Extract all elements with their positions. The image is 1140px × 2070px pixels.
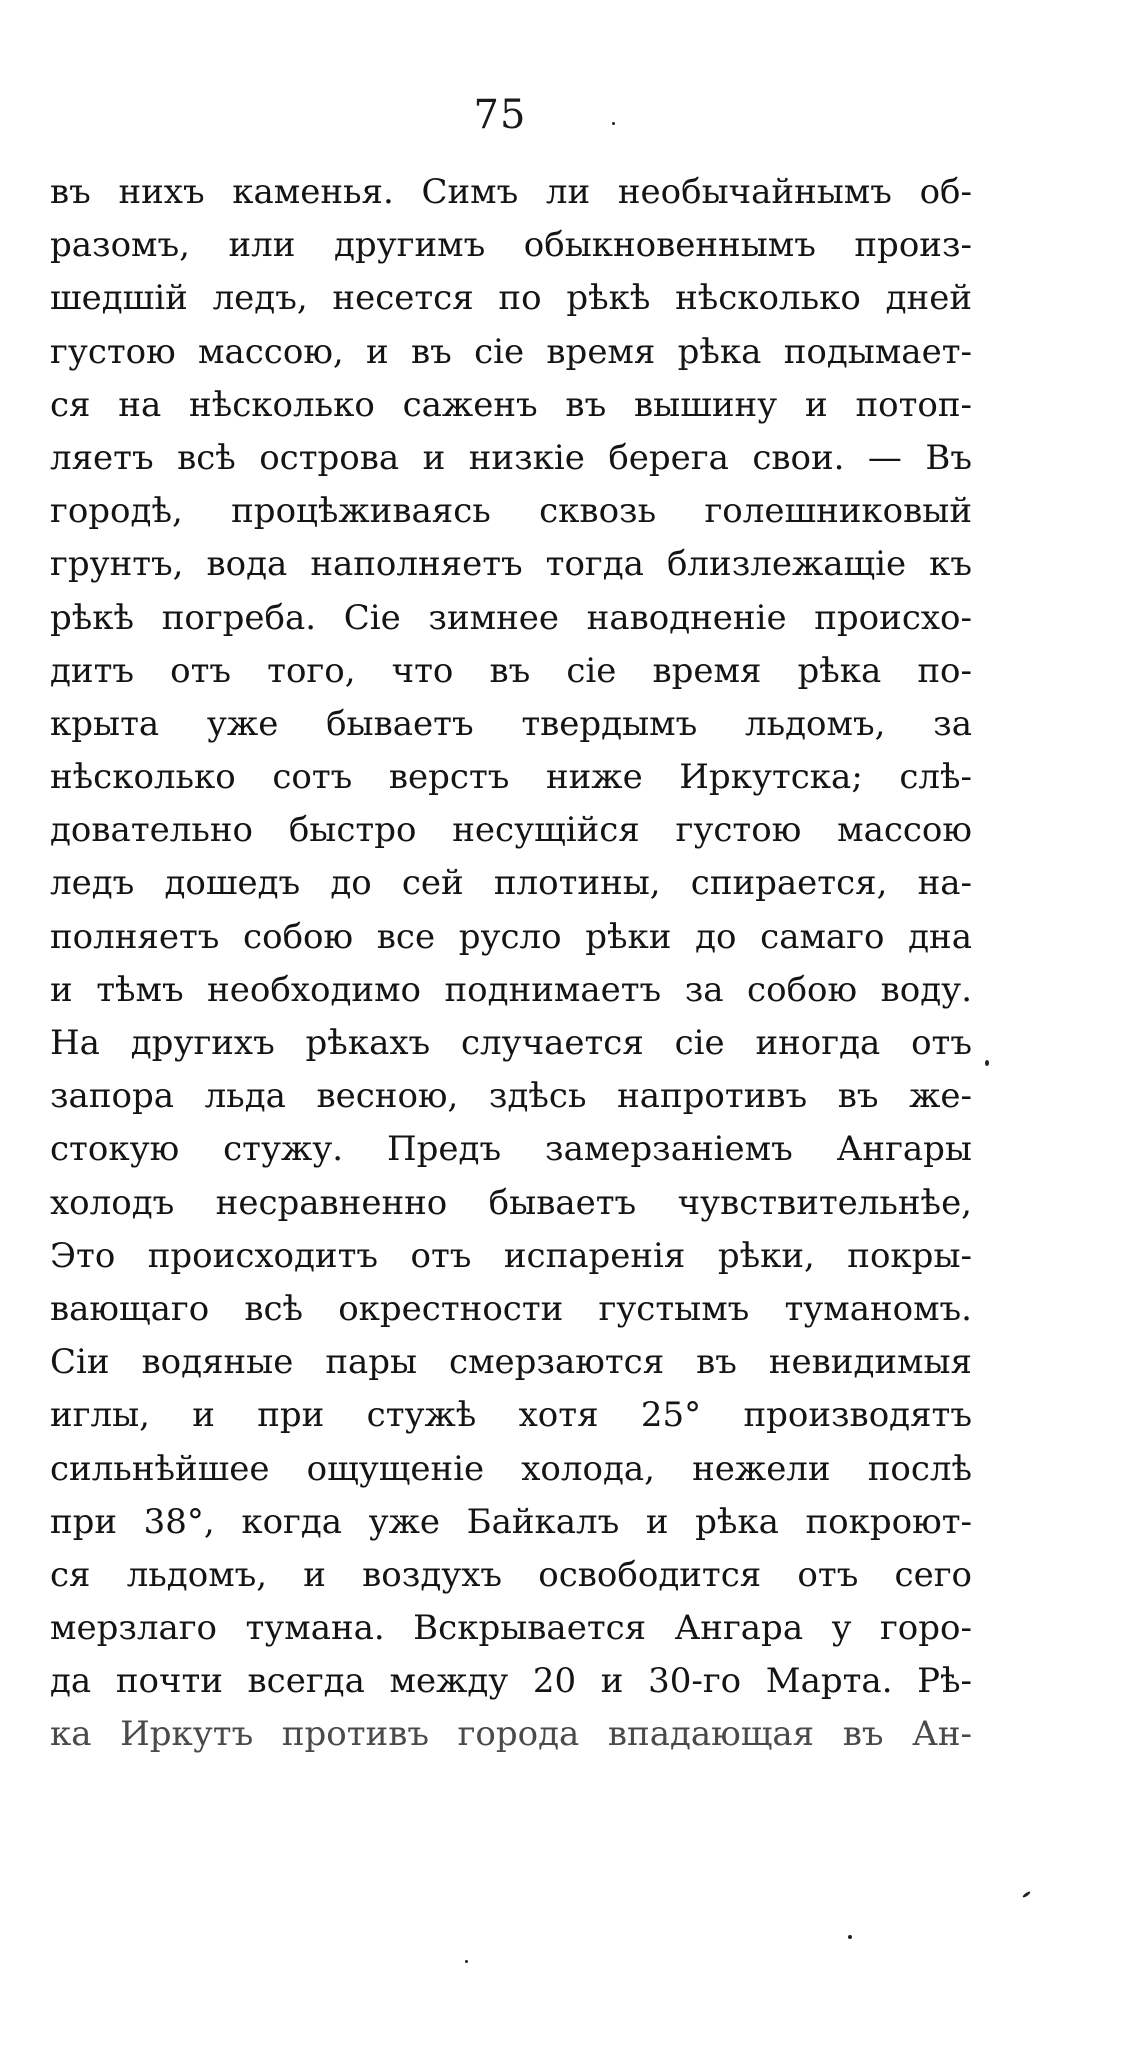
text-line: дитъ отъ того, что въ сіе время рѣка по-: [50, 650, 972, 691]
text-line: ся на нѣсколько саженъ въ вышину и потоп-: [50, 384, 972, 425]
text-line: ка Иркутъ противъ города впадающая въ Ан-: [50, 1714, 972, 1755]
scan-speck: [985, 1060, 989, 1066]
text-line: иглы, и при стужѣ хотя 25° производятъ: [50, 1395, 972, 1436]
text-line: густою массою, и въ сіе время рѣка подымает-: [50, 331, 972, 372]
text-line: въ нихъ каменья. Симъ ли необычайнымъ об-: [50, 172, 972, 212]
text-line: городѣ, процѣживаясь сквозь голешниковый: [50, 491, 972, 532]
text-line: сильнѣйшее ощущеніе холода, нежели послѣ: [50, 1448, 972, 1489]
text-line: разомъ, или другимъ обыкновеннымъ произ-: [50, 225, 972, 266]
text-line: при 38°, когда уже Байкалъ и рѣка покроют-: [50, 1501, 972, 1542]
scan-speck: [848, 1935, 852, 1939]
text-line: вающаго всѣ окрестности густымъ туманомъ.: [50, 1288, 972, 1329]
scan-speck: [465, 1960, 468, 1963]
text-line: На другихъ рѣкахъ случается сіе иногда отъ: [50, 1023, 972, 1063]
text-line: Это происходитъ отъ испаренія рѣки, покры-: [50, 1235, 972, 1276]
text-line: ся льдомъ, и воздухъ освободится отъ сего: [50, 1554, 972, 1595]
text-line: и тѣмъ необходимо поднимаетъ за собою воду.: [50, 969, 972, 1010]
text-line: холодъ несравненно бываетъ чувствительнѣе,: [50, 1182, 972, 1223]
text-line: довательно быстро несущійся густою массою: [50, 810, 972, 851]
text-line: рѣкѣ погреба. Сіе зимнее наводненіе происхо-: [50, 597, 972, 638]
text-line: полняетъ собою все русло рѣки до самаго дна: [50, 916, 972, 957]
scan-speck: [612, 122, 615, 125]
page-number: 75: [473, 92, 527, 138]
text-line: да почти всегда между 20 и 30-го Марта. Рѣ-: [50, 1661, 972, 1702]
text-line: ледъ дошедъ до сей плотины, спирается, на-: [50, 863, 972, 904]
text-line: нѣсколько сотъ верстъ ниже Иркутска; слѣ-: [50, 757, 972, 798]
text-line: грунтъ, вода наполняетъ тогда близлежащіе къ: [50, 544, 972, 585]
body-text: [50, 166, 972, 1762]
text-line: Сіи водяные пары смерзаются въ невидимыя: [50, 1342, 972, 1383]
text-line: шедшій ледъ, несется по рѣкѣ нѣсколько дней: [50, 278, 972, 319]
text-line: запора льда весною, здѣсь напротивъ въ же-: [50, 1076, 972, 1117]
text-line: мерзлаго тумана. Вскрывается Ангара у горо-: [50, 1608, 972, 1649]
text-line: крыта уже бываетъ твердымъ льдомъ, за: [50, 703, 972, 744]
text-line: стокую стужу. Предъ замерзаніемъ Ангары: [50, 1129, 972, 1170]
text-line: ляетъ всѣ острова и низкіе берега свои. — Въ: [50, 437, 972, 478]
scan-speck: [1022, 1891, 1031, 1899]
